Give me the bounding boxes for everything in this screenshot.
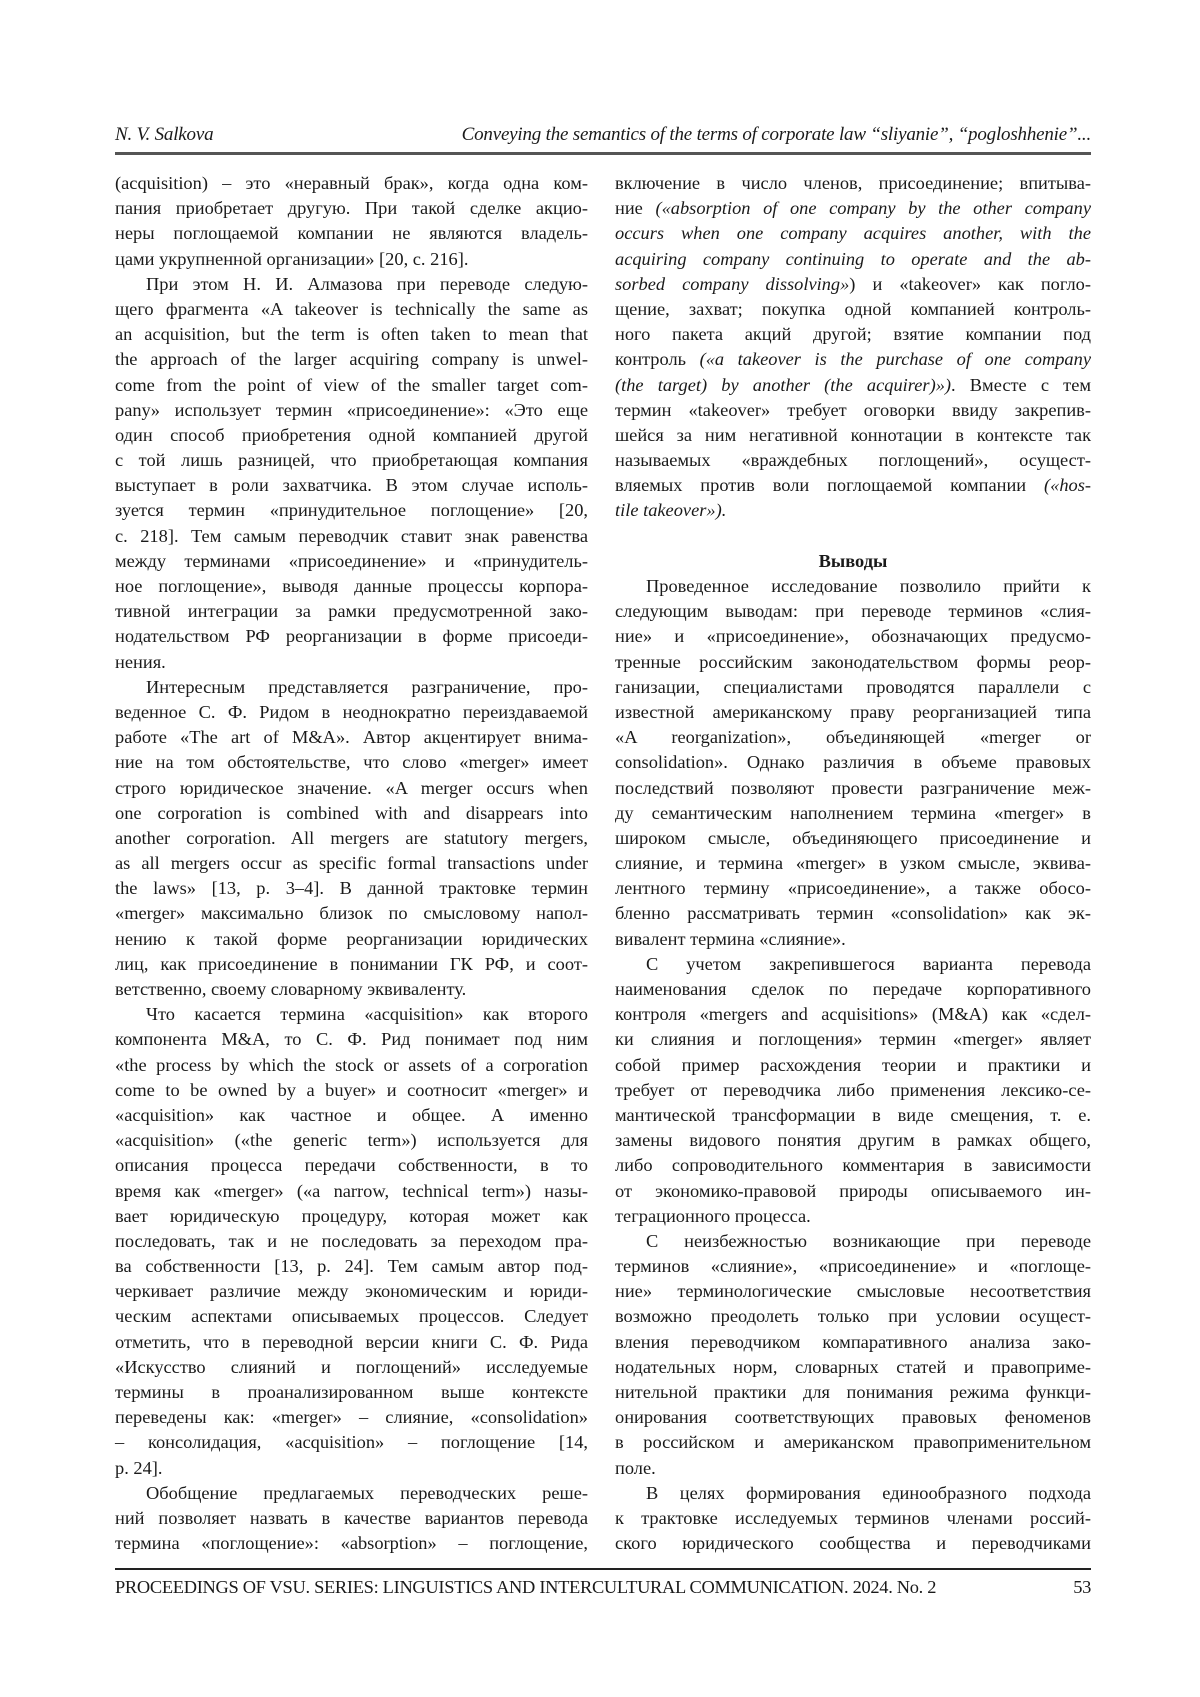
text-line xyxy=(615,347,1091,372)
running-header-author: N. V. Salkova xyxy=(115,124,213,146)
text-line: последовать, так и не последовать за переходом пра- xyxy=(115,1229,588,1254)
text-line: «Искусство слияний и поглощений» исследуемые xyxy=(115,1355,588,1380)
text-line: описания процесса передачи собственности, в то xyxy=(115,1153,588,1178)
text-line: вления переводчиком компаративного анализа зако- xyxy=(615,1330,1091,1355)
text-line: «merger» максимально близок по смысловому напол- xyxy=(115,901,588,926)
text-line: шейся за ним негативной коннотации в контексте так xyxy=(615,423,1091,448)
page-number: 53 xyxy=(1073,1577,1091,1598)
text-line: come to be owned by a buyer» и соотносит «merger» и xyxy=(115,1078,588,1103)
text-line: тренные российским законодательством формы реор- xyxy=(615,650,1091,675)
text-line: с той лишь разницей, что приобретающая компания xyxy=(115,448,588,473)
running-header xyxy=(115,122,1091,148)
section-heading: Выводы xyxy=(615,549,1091,574)
text-line: один способ приобретения одной компанией другой xyxy=(115,423,588,448)
text-line xyxy=(615,498,1091,523)
text-line: an acquisition, but the term is often taken to mean that xyxy=(115,322,588,347)
text-segment: . Вместе с тем xyxy=(951,375,1091,395)
text-line: ное поглощение», выводя данные процессы корпора- xyxy=(115,574,588,599)
text-line: щего фрагмента «A takeover is technically the same as xyxy=(115,297,588,322)
text-line: ветственно, своему словарному эквиваленту. xyxy=(115,977,588,1002)
italic-quote: («hos- xyxy=(1044,475,1091,495)
text-line: возможно преодолеть только при условии осущест- xyxy=(615,1304,1091,1329)
text-line: come from the point of view of the smaller target com- xyxy=(115,373,588,398)
text-line: собой пример расхождения теории и практики и xyxy=(615,1053,1091,1078)
text-line: С учетом закрепившегося варианта перевода xyxy=(615,952,1091,977)
paragraph xyxy=(615,952,1091,1229)
text-line: отметить, что в переводной версии книги С. Ф. Рида xyxy=(115,1330,588,1355)
paragraph xyxy=(615,171,1091,524)
header-rule xyxy=(115,152,1091,155)
text-line xyxy=(615,272,1091,297)
text-line: pany» использует термин «присоединение»: «Это еще xyxy=(115,398,588,423)
text-line: ние» и «присоединение», обозначающих предусмо- xyxy=(615,624,1091,649)
paragraph xyxy=(615,1481,1091,1557)
text-line: переведены как: «merger» – слияние, «consolidation» xyxy=(115,1405,588,1430)
text-line: ческим аспектами описываемых процессов. Следует xyxy=(115,1304,588,1329)
text-line: термин «takeover» требует оговорки ввиду закрепив- xyxy=(615,398,1091,423)
running-header-title: Conveying the semantics of the terms of corporate law “sliyanie”, “pogloshhenie”... xyxy=(462,124,1091,146)
text-line: веденное С. Ф. Ридом в неоднократно переиздаваемой xyxy=(115,700,588,725)
text-line: consolidation». Однако различия в объеме правовых xyxy=(615,750,1091,775)
text-line: бленно рассматривать термин «consolidation» как эк- xyxy=(615,901,1091,926)
text-line: вивалент термина «слияние». xyxy=(615,927,1091,952)
text-segment: вляемых против воли поглощаемой компании xyxy=(615,475,1044,495)
text-line: лиц, как присоединение в понимании ГК РФ, и соот- xyxy=(115,952,588,977)
text-line: поле. xyxy=(615,1456,1091,1481)
text-line: p. 24]. xyxy=(115,1456,588,1481)
text-line: – консолидация, «acquisition» – поглощение [14, xyxy=(115,1430,588,1455)
text-line: вает юридическую процедуру, которая может как xyxy=(115,1204,588,1229)
footer-rule xyxy=(115,1568,1091,1570)
text-line: «acquisition» («the generic term») используется для xyxy=(115,1128,588,1153)
text-line xyxy=(615,473,1091,498)
text-line: наименования сделок по передаче корпоративного xyxy=(615,977,1091,1002)
text-line: время как «merger» («a narrow, technical term») назы- xyxy=(115,1179,588,1204)
page-footer xyxy=(115,1574,1091,1600)
text-line: требует от переводчика либо применения лексико-се- xyxy=(615,1078,1091,1103)
text-line: щение, захват; покупка одной компанией контроль- xyxy=(615,297,1091,322)
text-line: контроля «mergers and acquisitions» (M&A) как «сдел- xyxy=(615,1002,1091,1027)
right-column xyxy=(615,171,1091,1556)
paragraph xyxy=(115,1002,588,1481)
text-line: тивной интеграции за рамки предусмотренной зако- xyxy=(115,599,588,624)
text-line: the laws» [13, p. 3–4]. В данной трактовке термин xyxy=(115,876,588,901)
text-line: «A reorganization», объединяющей «merger or xyxy=(615,725,1091,750)
text-line: следующим выводам: при переводе терминов «слия- xyxy=(615,599,1091,624)
text-line: строго юридическое значение. «A merger occurs when xyxy=(115,776,588,801)
text-line: с. 218]. Тем самым переводчик ставит знак равенства xyxy=(115,524,588,549)
text-line: В целях формирования единообразного подхода xyxy=(615,1481,1091,1506)
text-line: называемых «враждебных поглощений», осущест- xyxy=(615,448,1091,473)
italic-quote: sorbed company dissolving» xyxy=(615,274,849,294)
text-line: компонента M&A, то С. Ф. Рид понимает под ним xyxy=(115,1027,588,1052)
italic-quote: («absorption of one company by the other company xyxy=(655,198,1091,218)
text-line xyxy=(615,373,1091,398)
left-column xyxy=(115,171,588,1556)
text-line xyxy=(615,196,1091,221)
text-line: включение в число членов, присоединение; впитыва- xyxy=(615,171,1091,196)
text-line: либо сопроводительного комментария в зависимости xyxy=(615,1153,1091,1178)
text-line: черкивает различие между экономическим и юриди- xyxy=(115,1279,588,1304)
italic-quote: («a takeover is the purchase of one company xyxy=(700,349,1091,369)
text-line: между терминами «присоединение» и «принудитель- xyxy=(115,549,588,574)
paragraph xyxy=(115,171,588,272)
text-line: «the process by which the stock or assets of a corporation xyxy=(115,1053,588,1078)
text-line: нения. xyxy=(115,650,588,675)
text-line: работе «The art of M&A». Автор акцентирует внима- xyxy=(115,725,588,750)
text-line: нительной практики для понимания режима функци- xyxy=(615,1380,1091,1405)
text-line: С неизбежностью возникающие при переводе xyxy=(615,1229,1091,1254)
text-line: another corporation. All mergers are statutory mergers, xyxy=(115,826,588,851)
italic-quote: (the target) by another (the acquirer)») xyxy=(615,375,951,395)
text-line: ду семантическим наполнением термина «merger» в xyxy=(615,801,1091,826)
text-line: Интересным представляется разграничение, про- xyxy=(115,675,588,700)
text-line: нодательных норм, словарных статей и правоприме- xyxy=(615,1355,1091,1380)
text-line: известной американскому праву реорганизацией типа xyxy=(615,700,1091,725)
text-line: ний позволяет назвать в качестве вариантов перевода xyxy=(115,1506,588,1531)
italic-quote: tile takeover»). xyxy=(615,500,726,520)
text-line: замены видового понятия другим в рамках общего, xyxy=(615,1128,1091,1153)
text-line: нодательством РФ реорганизации в форме присоеди- xyxy=(115,624,588,649)
text-line xyxy=(615,221,1091,246)
italic-quote: acquiring company continuing to operate and the ab- xyxy=(615,249,1091,269)
text-line: При этом Н. И. Алмазова при переводе следую- xyxy=(115,272,588,297)
text-line: ние» терминологические смысловые несоответствия xyxy=(615,1279,1091,1304)
text-line: пания приобретает другую. При такой сделке акцио- xyxy=(115,196,588,221)
text-line: цами укрупненной организации» [20, с. 216]. xyxy=(115,247,588,272)
text-line: к трактовке исследуемых терминов членами россий- xyxy=(615,1506,1091,1531)
text-line: в российском и американском правоприменительном xyxy=(615,1430,1091,1455)
text-line: мантической трансформации в виде смещения, т. е. xyxy=(615,1103,1091,1128)
text-line: Проведенное исследование позволило прийти к xyxy=(615,574,1091,599)
paragraph xyxy=(615,1229,1091,1481)
text-line: неры поглощаемой компании не являются владель- xyxy=(115,221,588,246)
text-line: ганизации, специалистами проводятся параллели с xyxy=(615,675,1091,700)
paragraph xyxy=(115,1481,588,1557)
paragraph xyxy=(115,272,588,675)
text-line: as all mergers occur as specific formal transactions under xyxy=(115,851,588,876)
text-line: последствий позволяют провести разграничение меж- xyxy=(615,776,1091,801)
text-line: выступает в роли захватчика. В этом случае исполь- xyxy=(115,473,588,498)
text-segment: контроль xyxy=(615,349,700,369)
text-line: теграционного процесса. xyxy=(615,1204,1091,1229)
spacer xyxy=(615,524,1091,549)
text-line: слияние, и термина «merger» в узком смысле, эквива- xyxy=(615,851,1091,876)
text-segment: ) и «takeover» как погло- xyxy=(849,274,1091,294)
text-line: one corporation is combined with and disappears into xyxy=(115,801,588,826)
text-line: онирования соответствующих правовых феноменов xyxy=(615,1405,1091,1430)
text-line: (acquisition) – это «неравный брак», когда одна ком- xyxy=(115,171,588,196)
text-line: «acquisition» как частное и общее. А именно xyxy=(115,1103,588,1128)
footer-journal-title: PROCEEDINGS OF VSU. SERIES: LINGUISTICS AND INTERCULTURAL COMMUNICATION. 2024. No. 2 xyxy=(115,1577,936,1598)
text-line: Обобщение предлагаемых переводческих реше- xyxy=(115,1481,588,1506)
text-line: от экономико-правовой природы описываемого ин- xyxy=(615,1179,1091,1204)
text-segment: ние xyxy=(615,198,655,218)
italic-quote: occurs when one company acquires another, with the xyxy=(615,223,1091,243)
text-line xyxy=(615,247,1091,272)
text-line: ского юридического сообщества и переводчиками xyxy=(615,1531,1091,1556)
text-line: нению к такой форме реорганизации юридических xyxy=(115,927,588,952)
text-line: ние на том обстоятельстве, что слово «merger» имеет xyxy=(115,750,588,775)
text-line: терминов «слияние», «присоединение» и «поглоще- xyxy=(615,1254,1091,1279)
text-line: ва собственности [13, p. 24]. Тем самым автор под- xyxy=(115,1254,588,1279)
text-line: термины в проанализированном выше контексте xyxy=(115,1380,588,1405)
text-line: ного пакета акций другой; взятие компании под xyxy=(615,322,1091,347)
paragraph xyxy=(115,675,588,1002)
text-line: Что касается термина «acquisition» как второго xyxy=(115,1002,588,1027)
text-line: лентного термину «присоединение», а также обосо- xyxy=(615,876,1091,901)
text-line: ки слияния и поглощения» термин «merger» являет xyxy=(615,1027,1091,1052)
text-line: широком смысле, объединяющего присоединение и xyxy=(615,826,1091,851)
text-line: the approach of the larger acquiring company is unwel- xyxy=(115,347,588,372)
text-line: термина «поглощение»: «absorption» – поглощение, xyxy=(115,1531,588,1556)
paragraph xyxy=(615,574,1091,952)
text-line: зуется термин «принудительное поглощение» [20, xyxy=(115,498,588,523)
